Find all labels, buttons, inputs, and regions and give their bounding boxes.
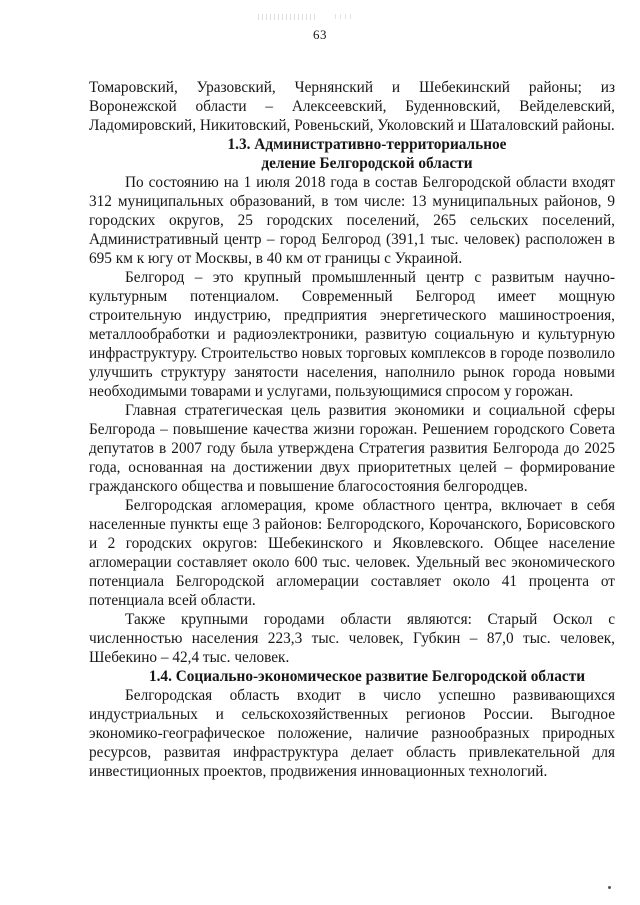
paragraph-continuation: Томаровский, Уразовский, Чернянский и Шебекинский районы; из Воронежской области – Алексеевский, Буденновский, Вейделевский, Ладомировский, Никитовский, Ровеньский, Уколовский и Шаталовский районы.	[89, 79, 615, 134]
section-heading-1-3-line2: деление Белгородской области	[261, 155, 473, 172]
paragraph-strategy: Главная стратегическая цель развития экономики и социальной сферы Белгорода – повышение качества жизни горожан. Решением городского Совета депутатов в 2007 году была утверждена Стратегия развития Белгорода до 2025 года, основанная на достижении двух приоритетных целей – формирование гражданского общества и повышение благосостояния белгородцев.	[89, 402, 615, 495]
paragraph-socio-economic: Белгородская область входит в число успешно развивающихся индустриальных и сельскохозяйственных регионов России. Выгодное экономико-географическое положение, наличие разнообразных природных ресурсов, развитая инфраструктура делает область привлекательной для инвестиционных проектов, продвижения инновационных технологий.	[89, 687, 615, 780]
paragraph-major-cities: Также крупными городами области являются: Старый Оскол с численностью населения 223,3 тыс. человек, Губкин – 87,0 тыс. человек, Шебекино – 42,4 тыс. человек.	[89, 611, 615, 666]
paragraph-belgorod-industry: Белгород – это крупный промышленный центр с развитым научно-культурным потенциалом. Современный Белгород имеет мощную строительную индустрию, предприятия энергетического машиностроения, металлообработки и радиоэлектроники, развитую социальную и культурную инфраструктуру. Строительство новых торговых комплексов в городе позволило улучшить структуру занятости населения, наполнило рынок города новыми необходимыми товарами и услугами, пользующимися спросом у горожан.	[89, 269, 615, 400]
section-heading-1-3-line1: 1.3. Административно-территориальное	[227, 136, 507, 153]
paragraph-agglomeration: Белгородская агломерация, кроме областного центра, включает в себя населенные пункты еще 3 районов: Белгородского, Корочанского, Борисовского и 2 городских округов: Шебекинского и Яковлевского. Общее население агломерации составляет около 600 тыс. человек. Удельный вес экономического потенциала Белгородской агломерации составляет около 41 процента от потенциала всей области.	[89, 497, 615, 609]
section-heading-1-4: 1.4. Социально-экономическое развитие Белгородской области	[148, 668, 586, 685]
paragraph-municipalities: По состоянию на 1 июля 2018 года в состав Белгородской области входят 312 муниципальных образований, в том числе: 13 муниципальных районов, 9 городских округов, 25 городских поселений, 265 сельских поселений, Административный центр – город Белгород (391,1 тыс. человек) расположен в 695 км к югу от Москвы, в 40 км от границы с Украиной.	[89, 174, 615, 267]
scan-artifact	[335, 14, 353, 19]
section-heading-1-3	[89, 135, 615, 173]
page-number: 63	[313, 27, 327, 42]
page-content	[89, 78, 615, 781]
scan-artifact	[608, 886, 611, 889]
scan-artifact	[258, 14, 318, 20]
